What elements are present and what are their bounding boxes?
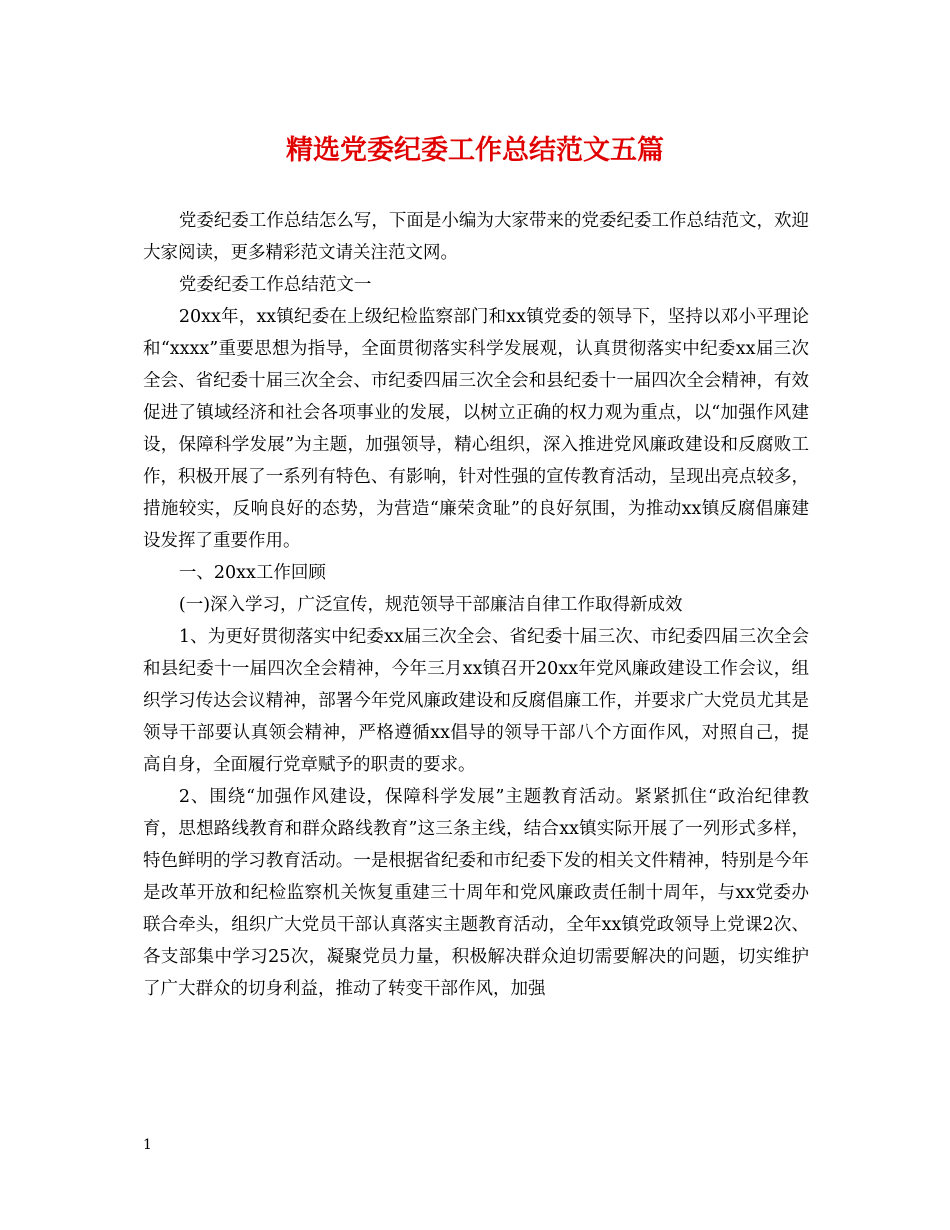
document-body: [143, 205, 809, 1005]
body-paragraph: 1、为更好贯彻落实中纪委xx届三次全会、省纪委十届三次、市纪委四届三次全会和县纪委十一届四次全会精神，今年三月xx镇召开20xx年党风廉政建设工作会议，组织学习传达会议精神，部署今年党风廉政建设和反腐倡廉工作，并要求广大党员尤其是领导干部要认真领会精神，严格遵循xx倡导的领导干部八个方面作风，对照自己，提高自身，全面履行党章赋予的职责的要求。: [143, 627, 809, 775]
document-title: 精选党委纪委工作总结范文五篇: [286, 135, 664, 166]
section-heading: 党委纪委工作总结范文一: [178, 275, 372, 295]
page-number: 1: [143, 1137, 152, 1153]
body-paragraph: 2、围绕“加强作风建设，保障科学发展”主题教育活动。紧紧抓住“政治纪律教育，思想路线教育和群众路线教育”这三条主线，结合xx镇实际开展了一列形式多样，特色鲜明的学习教育活动。一是根据省纪委和市纪委下发的相关文件精神，特别是今年是改革开放和纪检监察机关恢复重建三十周年和党风廉政责任制十周年，与xx党委办联合牵头，组织广大党员干部认真落实主题教育活动，全年xx镇党政领导上党课2次、各支部集中学习25次，凝聚党员力量，积极解决群众迫切需要解决的问题，切实维护了广大群众的切身利益，推动了转变干部作风，加强: [143, 787, 809, 999]
body-paragraph: 党委纪委工作总结怎么写，下面是小编为大家带来的党委纪委工作总结范文，欢迎大家阅读，更多精彩范文请关注范文网。: [143, 211, 809, 263]
body-paragraph: 20xx年，xx镇纪委在上级纪检监察部门和xx镇党委的领导下，坚持以邓小平理论和“xxxx”重要思想为指导，全面贯彻落实科学发展观，认真贯彻落实中纪委xx届三次全会、省纪委十届三次全会、市纪委四届三次全会和县纪委十一届四次全会精神，有效促进了镇域经济和社会各项事业的发展，以树立正确的权力观为重点，以“加强作风建设，保障科学发展”为主题，加强领导，精心组织，深入推进党风廉政建设和反腐败工作，积极开展了一系列有特色、有影响，针对性强的宣传教育活动，呈现出亮点较多，措施较实，反响良好的态势，为营造“廉荣贪耻”的良好氛围，为推动xx镇反腐倡廉建设发挥了重要作用。: [143, 307, 809, 551]
subsection-heading: (一)深入学习，广泛宣传，规范领导干部廉洁自律工作取得新成效: [178, 595, 683, 615]
section-heading: 一、20xx工作回顾: [178, 563, 326, 583]
